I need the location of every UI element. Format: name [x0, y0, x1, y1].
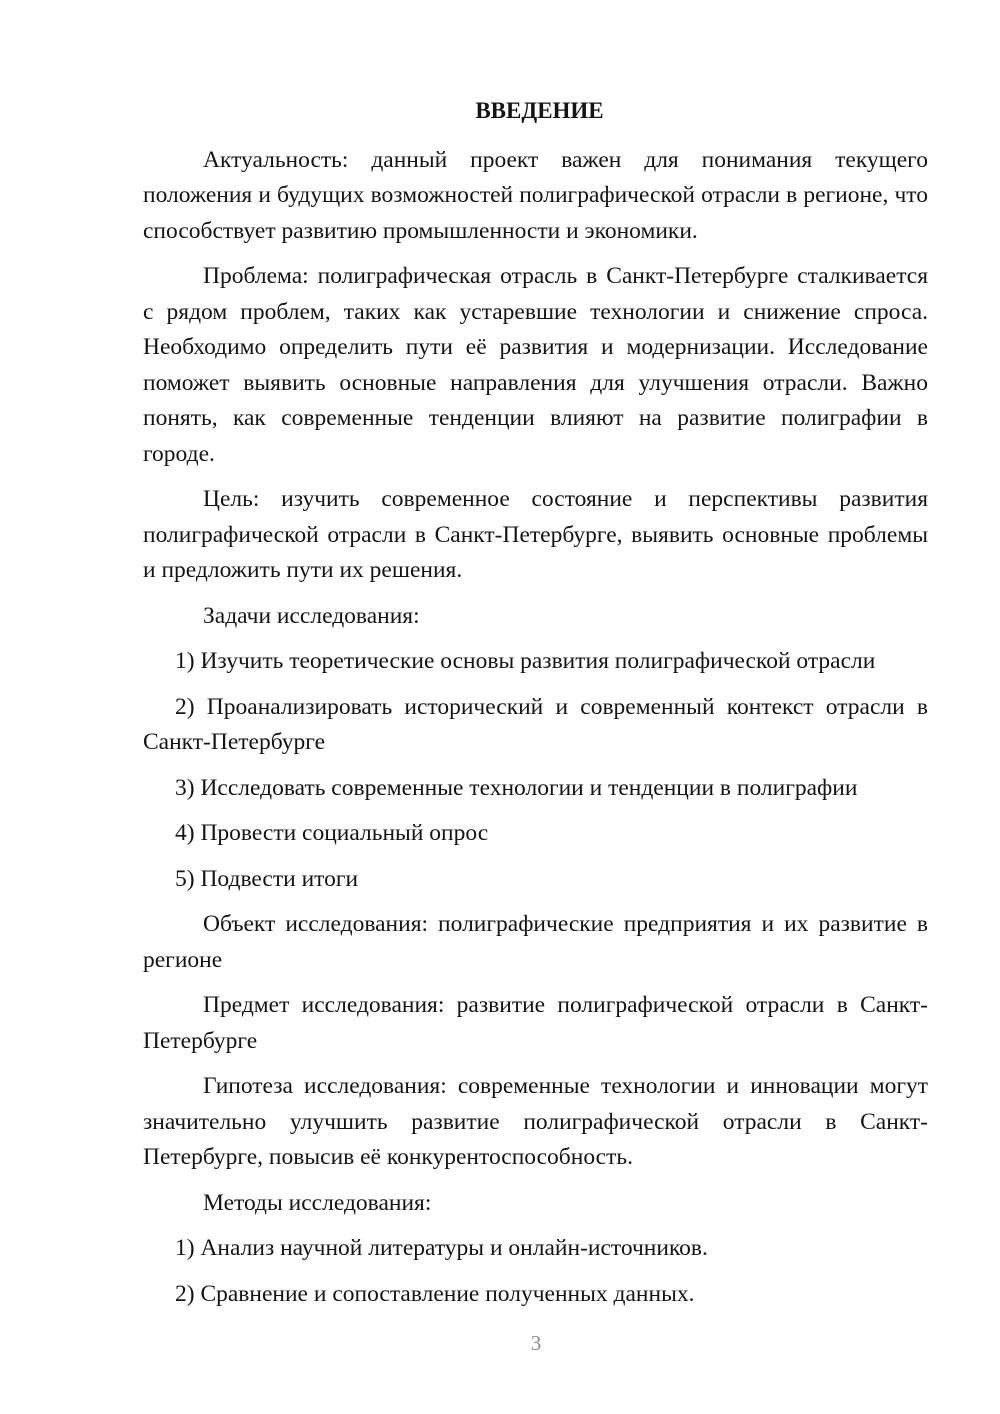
page-number: 3: [530, 1331, 542, 1355]
relevance-paragraph: Актуальность: данный проект важен для понимания текущего положения и будущих возможностей полиграфической отрасли в регионе, что способствует развитию промышленности и экономики.: [143, 146, 928, 244]
document-page: [143, 93, 928, 1322]
task-item-5: 5) Подвести итоги: [175, 865, 359, 892]
task-item-1: 1) Изучить теоретические основы развития полиграфической отрасли: [175, 648, 876, 674]
object-paragraph: Объект исследования: полиграфические предприятия и их развитие в регионе: [143, 911, 928, 973]
tasks-heading: Задачи исследования:: [203, 602, 420, 629]
section-title: ВВЕДЕНИЕ: [475, 98, 604, 123]
task-item-4: 4) Провести социальный опрос: [175, 820, 489, 846]
subject-paragraph: Предмет исследования: развитие полиграфической отрасли в Санкт-Петербурге: [143, 992, 928, 1054]
problem-paragraph: Проблема: полиграфическая отрасль в Санкт-Петербурге сталкивается с рядом проблем, таких как устаревшие технологии и снижение спроса. Необходимо определить пути её развития и модернизации. Исследование поможет выявить основные направления для улучшения отрасли. Важно понять, как современные тенденции влияют на развитие полиграфии в городе.: [143, 263, 928, 467]
hypothesis-paragraph: Гипотеза исследования: современные технологии и инновации могут значительно улучшить развитие полиграфической отрасли в Санкт-Петербурге, повысив её конкурентоспособность.: [143, 1073, 928, 1170]
task-item-2: 2) Проанализировать исторический и современный контекст отрасли в Санкт-Петербурге: [143, 693, 928, 755]
goal-paragraph: Цель: изучить современное состояние и перспективы развития полиграфической отрасли в Санкт-Петербурге, выявить основные проблемы и предложить пути их решения.: [143, 486, 928, 583]
method-item-2: 2) Сравнение и сопоставление полученных данных.: [175, 1280, 695, 1307]
methods-heading: Методы исследования:: [203, 1189, 432, 1216]
method-item-1: 1) Анализ научной литературы и онлайн-источников.: [175, 1235, 708, 1261]
task-item-3: 3) Исследовать современные технологии и тенденции в полиграфии: [175, 774, 858, 801]
